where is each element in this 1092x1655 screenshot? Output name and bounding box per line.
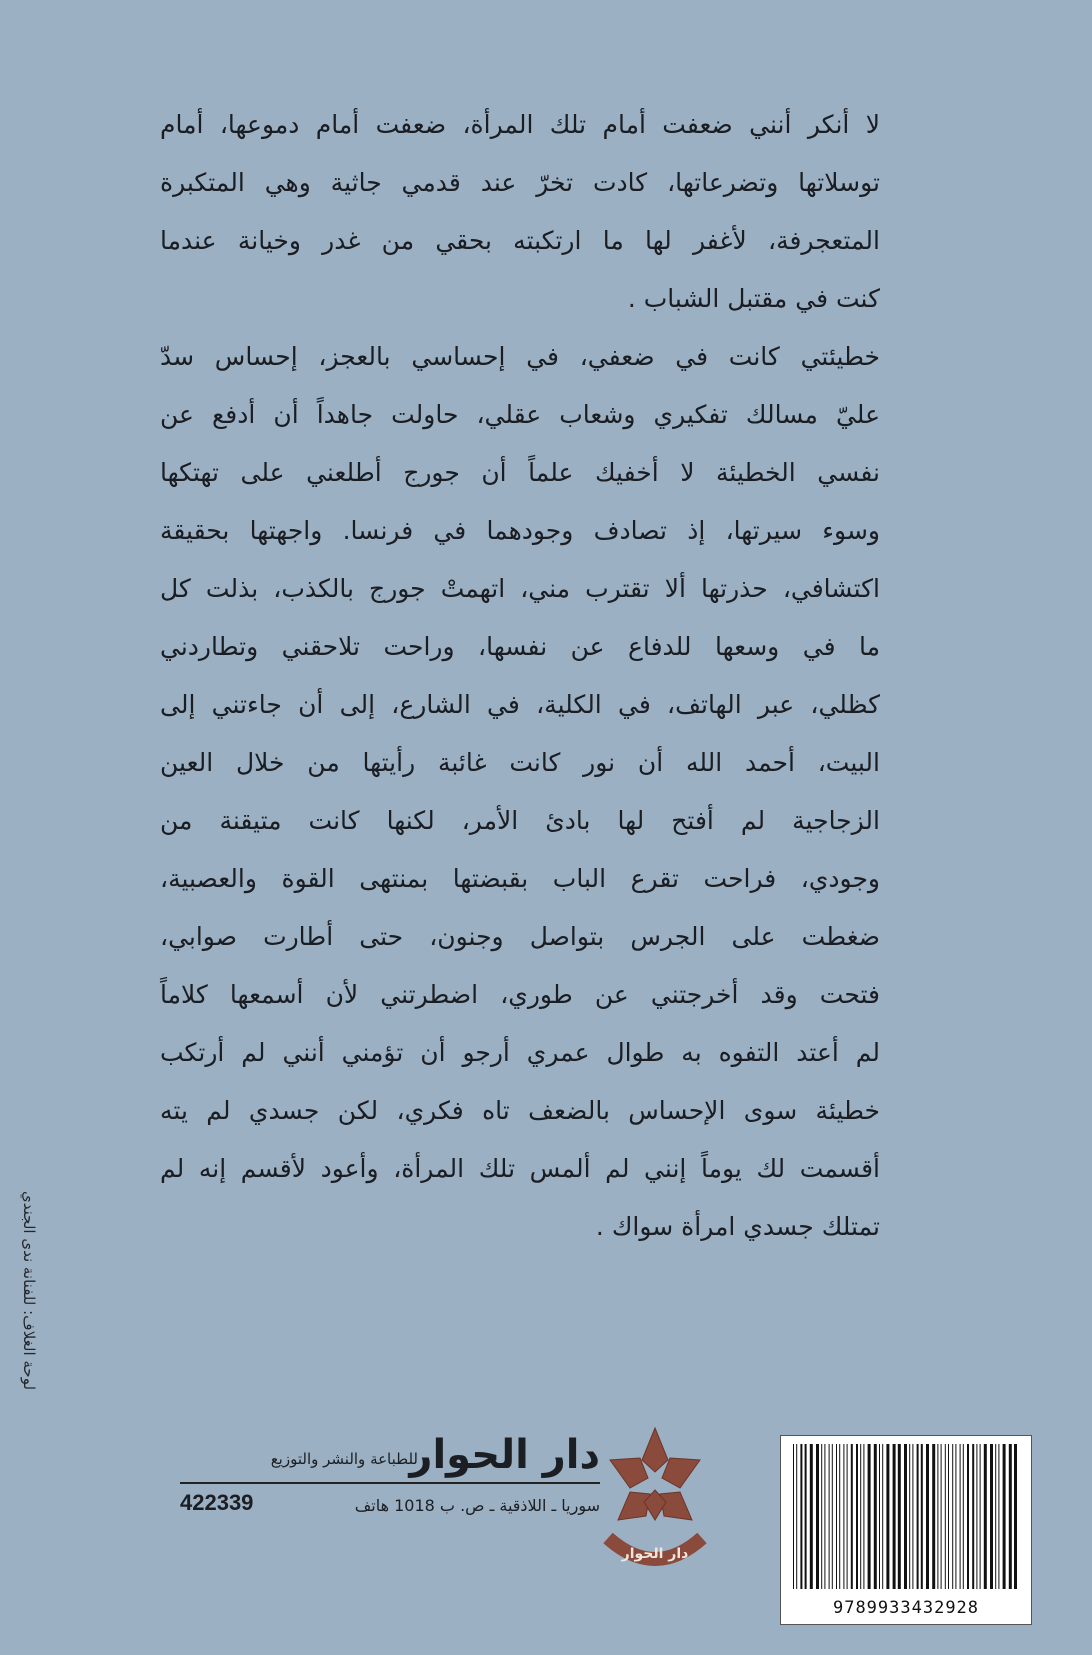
barcode-bar [824,1444,825,1589]
barcode-bar [1014,1444,1017,1589]
barcode-bar [952,1444,953,1589]
barcode-bar [921,1444,923,1589]
barcode-bar [839,1444,840,1589]
blurb-line: وجودي، فراحت تقرع الباب بقبضتها بمنتهى القوة والعصبية، [160,864,880,893]
barcode-bar [898,1444,901,1589]
barcode-bar [1009,1444,1012,1589]
barcode-bar [972,1444,974,1589]
barcode-bar [926,1444,929,1589]
barcode-bar [917,1444,919,1589]
barcode-bar [995,1444,996,1589]
blurb-line: اكتشافي، حذرتها ألا تقترب مني، اتهمتْ جورج بالكذب، بذلت كل [160,574,880,603]
blurb-line: نفسي الخطيئة لا أخفيك علماً أن جورج أطلعني على تهتكها [160,458,880,487]
barcode-bar [980,1444,981,1589]
barcode-bar [851,1444,853,1589]
barcode-bar [805,1444,807,1589]
barcode-bar [843,1444,844,1589]
barcode-bar [984,1444,987,1589]
barcode-bar [937,1444,938,1589]
barcode-bar [967,1444,969,1589]
barcode-bar [847,1444,848,1589]
blurb-line: لم أعتد التفوه به طوال عمري أرجو أن تؤمني أنني لم أرتكب [160,1038,880,1067]
publisher-phone: 422339 [180,1490,254,1515]
blurb-line: كنت في مقتبل الشباب . [627,284,880,313]
barcode-bar [948,1444,949,1589]
barcode-bar [1003,1444,1006,1589]
barcode-bar [832,1444,833,1589]
barcode-bar [856,1444,858,1589]
barcode-bar [904,1444,907,1589]
barcode-bar [800,1444,802,1589]
blurb-line: خطيئتي كانت في ضعفي، في إحساسي بالعجز، إحساس سدّ [160,342,880,371]
barcode-bar [941,1444,942,1589]
blurb-line: الزجاجية لم أفتح لها بادئ الأمر، لكنها كانت متيقنة من [160,806,880,835]
barcode-bar [912,1444,913,1589]
cover-art-credit: لوحة الغلاف: للفنانة ندى الجندي [20,1190,38,1390]
barcode-bar [909,1444,910,1589]
blurb-line: المتعجرفة، لأغفر لها ما ارتكبته بحقي من غدر وخيانة عندما [160,226,880,255]
barcode-bar [860,1444,861,1589]
barcode-bar [836,1444,837,1589]
blurb-line: فتحت وقد أخرجتني عن طوري، اضطرتني لأن أسمعها كلاماً [160,980,880,1009]
blurb-line: خطيئة سوى الإحساس بالضعف تاه فكري، لكن جسدي لم يته [160,1096,880,1125]
barcode-bar [976,1444,977,1589]
publisher-name: دار الحوار [409,1432,600,1478]
barcode-bar [874,1444,877,1589]
barcode-bar [955,1444,956,1589]
blurb-line: ما في وسعها للدفاع عن نفسها، وراحت تلاحقني وتطاردني [160,632,880,661]
barcode-bar [932,1444,935,1589]
barcode-bar [998,1444,999,1589]
blurb-line: كظلي، عبر الهاتف، في الكلية، في الشارع، إلى أن جاءتني إلى [160,690,880,719]
blurb-line: تمتلك جسدي امرأة سواك . [595,1212,880,1241]
barcode-bar [821,1444,822,1589]
publisher-address: سوريا ـ اللاذقية ـ ص. ب 1018 هاتف [354,1496,600,1515]
barcode-bar [796,1444,797,1589]
blurb-line: ضغطت على الجرس بتواصل وجنون، حتى أطارت صوابي، [160,922,880,951]
barcode-bar [893,1444,896,1589]
blurb-line: توسلاتها وتضرعاتها، كادت تخرّ عند قدمي جاثية وهي المتكبرة [160,168,880,197]
barcode [780,1435,1032,1625]
publisher-logo-icon [600,1420,710,1580]
publisher-block [180,1432,600,1552]
blurb-line: عليّ مسالك تفكيري وشعاب عقلي، حاولت جاهداً أن أدفع عن [160,400,880,429]
barcode-bar [793,1444,794,1589]
barcode-bar [886,1444,889,1589]
blurb-line: وسوء سيرتها، إذ تصادف وجودهما في فرنسا. واجهتها بحقيقة [160,516,880,545]
blurb-line: لا أنكر أنني ضعفت أمام تلك المرأة، ضعفت أمام دموعها، أمام [160,110,880,139]
barcode-bar [882,1444,883,1589]
blurb-text [160,96,880,1256]
blurb-line: أقسمت لك يوماً إنني لم ألمس تلك المرأة، وأعود لأقسم إنه لم [160,1154,880,1183]
blurb-line: البيت، أحمد الله أن نور كانت غائبة رأيتها من خلال العين [160,748,880,777]
logo-text: دار الحوار [621,1546,689,1562]
barcode-bar [990,1444,993,1589]
barcode-bar [963,1444,964,1589]
barcode-bars [791,1444,1019,1589]
barcode-bar [816,1444,819,1589]
barcode-bar [945,1444,946,1589]
isbn-number: 9789933432928 [832,1598,980,1618]
publisher-tagline: للطباعة والنشر والتوزيع [270,1450,418,1468]
barcode-bar [863,1444,864,1589]
barcode-bar [960,1444,961,1589]
barcode-bar [879,1444,880,1589]
publisher-divider [180,1482,600,1484]
barcode-bar [829,1444,830,1589]
barcode-bar [868,1444,871,1589]
barcode-bar [810,1444,813,1589]
